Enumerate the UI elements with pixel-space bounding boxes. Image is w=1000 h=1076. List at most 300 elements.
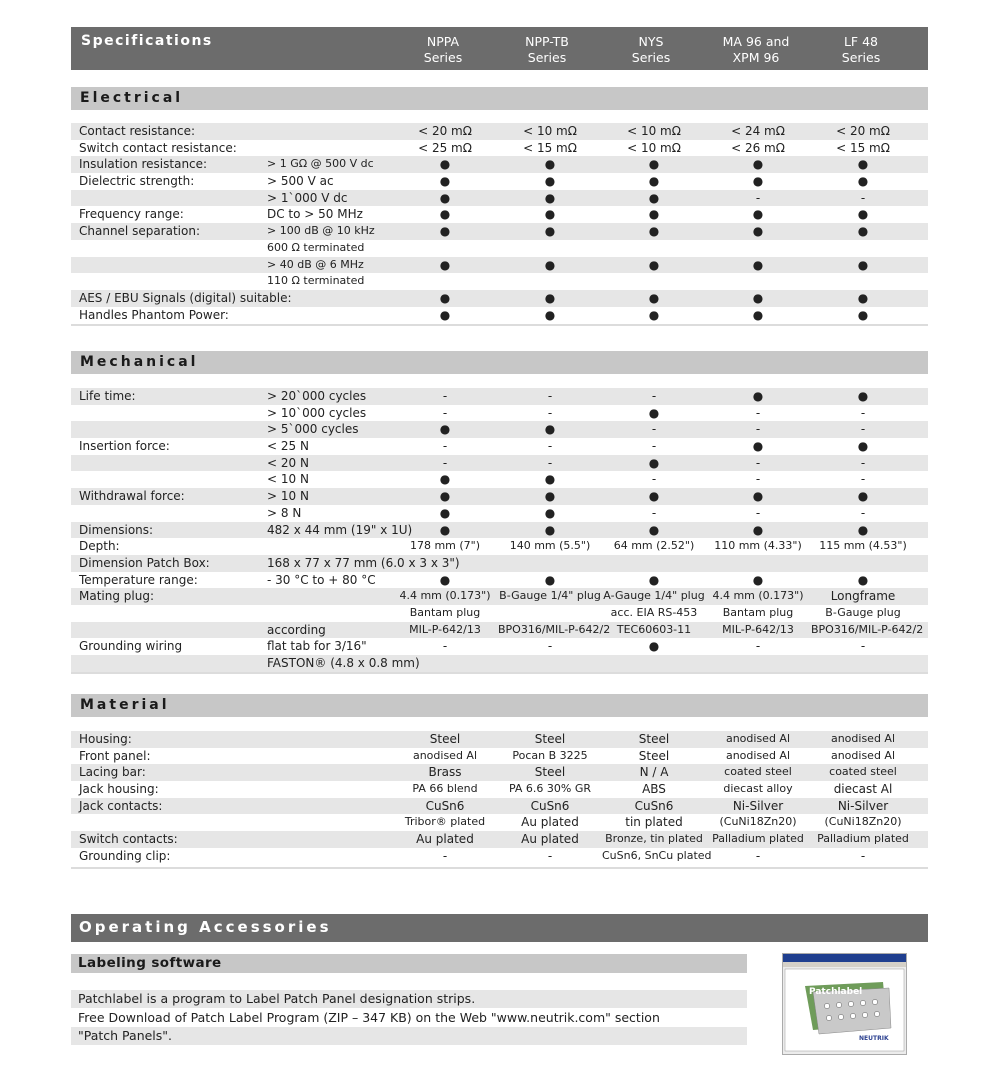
cell-value: Au plated [521,815,579,830]
column-header-line: XPM 96 [732,50,780,65]
cell-value: < 15 mΩ [523,140,577,155]
cell-value: B-Gauge 1/4" plug [499,589,601,603]
cell-value: - [547,639,553,654]
jack [860,1000,865,1005]
cell-value: < 24 mΩ [731,124,785,138]
bullet-icon: ● [439,157,451,172]
table-row [71,505,928,522]
software-description-line [71,990,747,1008]
cell-value: - [442,848,448,863]
bullet-icon: ● [648,257,660,272]
bullet-icon: ● [439,489,451,504]
table-row [71,731,928,748]
bullet-icon: ● [648,405,660,420]
row-label: Temperature range: [79,572,198,587]
column-header-line: MA 96 and [722,34,790,49]
bullet-icon: ● [857,157,869,172]
bullet-icon: ● [752,157,764,172]
software-text: Free Download of Patch Label Program (ZIP – 347 KB) on the Web "www.neutrik.com" section [78,1009,660,1025]
software-text: Patchlabel is a program to Label Patch Panel designation strips. [78,991,476,1006]
cell-value: Brass [428,765,462,780]
cell-value: - [651,505,657,520]
cell-value: N / A [639,765,669,780]
cell-value: - [860,422,866,437]
table-row [71,273,928,290]
row-condition: 600 Ω terminated [267,240,365,254]
table-row [71,388,928,405]
table-row [71,655,928,672]
table-row [71,206,928,223]
column-header-line: Series [841,50,881,65]
bullet-icon: ● [648,639,660,654]
row-label: AES / EBU Signals (digital) suitable: [79,290,292,305]
column-header-npp-tb [495,34,599,66]
row-label: Mating plug: [79,589,154,604]
column-header-ma96-xpm96 [704,34,808,66]
cell-value: (CuNi18Zn20) [719,815,797,829]
row-label: Contact resistance: [79,124,196,138]
column-header-line: Series [423,50,463,65]
material-table [71,731,928,865]
cell-value: - [860,848,866,863]
table-row [71,290,928,307]
row-condition: DC to > 50 MHz [267,207,363,222]
jack [824,1003,829,1008]
table-row [71,438,928,455]
column-header-line: Series [631,50,671,65]
table-row [71,588,928,605]
cell-value: TEC60603-11 [616,622,692,636]
bullet-icon: ● [752,489,764,504]
cell-value: tin plated [625,815,683,830]
section-title: Electrical [80,90,184,106]
bullet-icon: ● [857,389,869,403]
bullet-icon: ● [648,290,660,305]
table-row [71,555,928,572]
bullet-icon: ● [439,572,451,587]
table-row [71,748,928,765]
cell-value: Bronze, tin plated [605,832,703,846]
cell-value: acc. EIA RS-453 [610,605,698,619]
bullet-icon: ● [648,157,660,172]
row-label: Switch contacts: [79,832,178,847]
jack [848,1001,853,1006]
table-row [71,572,928,589]
bullet-icon: ● [439,190,451,205]
cell-value: CuSn6, SnCu plated [602,848,712,862]
bullet-icon: ● [857,207,869,222]
table-row [71,781,928,798]
cell-value: Steel [429,732,461,746]
bullet-icon: ● [648,455,660,470]
table-row [71,240,928,257]
row-label: Lacing bar: [79,765,146,780]
bullet-icon: ● [544,224,556,239]
bullet-icon: ● [439,207,451,222]
row-condition: > 500 V ac [267,174,334,189]
table-row [71,538,928,555]
cell-value: - [755,190,761,205]
cell-value: 178 mm (7") [409,539,481,553]
column-header-lf48 [809,34,913,66]
column-header-line: LF 48 [843,34,879,49]
jack [850,1013,855,1018]
bullet-icon: ● [648,224,660,239]
row-condition: flat tab for 3/16" [267,639,367,654]
software-section-line [71,1027,747,1045]
bullet-icon: ● [544,257,556,272]
bullet-icon: ● [752,257,764,272]
table-row [71,405,928,422]
cell-value: - [755,472,761,487]
cell-value: 115 mm (4.53") [819,539,907,553]
cell-value: PA 6.6 30% GR [508,782,592,796]
cell-value: CuSn6 [634,798,674,813]
row-label: Jack housing: [79,782,159,797]
jack [838,1014,843,1019]
column-header-line: Series [527,50,567,65]
section-divider [71,324,928,326]
cell-value: coated steel [724,765,792,779]
cell-value: - [651,439,657,454]
bullet-icon: ● [439,522,451,537]
cell-value: A-Gauge 1/4" plug [603,589,705,603]
bullet-icon: ● [857,522,869,537]
cell-value: Palladium plated [712,832,804,846]
row-label: Depth: [79,539,120,554]
bullet-icon: ● [439,307,451,322]
bullet-icon: ● [648,522,660,537]
cell-value: < 25 mΩ [418,140,472,155]
cell-value: < 10 mΩ [627,140,681,155]
row-label: Switch contact resistance: [79,140,237,155]
cell-value: anodised Al [412,748,478,762]
bullet-icon: ● [544,572,556,587]
table-row [71,814,928,831]
bullet-icon: ● [544,505,556,520]
table-row [71,622,928,639]
cell-value: - [860,505,866,520]
bullet-icon: ● [544,157,556,172]
table-row [71,123,928,140]
table-row [71,307,928,324]
cell-value: Ni-Silver [837,798,889,813]
table-row [71,798,928,815]
bullet-icon: ● [439,224,451,239]
cell-value: coated steel [829,765,897,779]
row-label: Front panel: [79,748,151,763]
bullet-icon: ● [439,174,451,189]
bullet-icon: ● [544,472,556,487]
cell-value: diecast Al [833,782,893,797]
labeling-software-band [71,954,747,973]
table-row [71,173,928,190]
row-label: Life time: [79,389,136,403]
bullet-icon: ● [648,207,660,222]
cell-value: - [860,639,866,654]
table-row [71,156,928,173]
splash-title: Patchlabel [809,987,863,997]
jack [872,999,877,1004]
section-title: Mechanical [80,354,199,370]
mechanical-table [71,388,928,672]
window-menubar [783,962,906,967]
bullet-icon: ● [752,224,764,239]
row-condition: - 30 °C to + 80 °C [267,572,376,587]
splash-brand: NEUTRIK [859,1035,889,1042]
cell-value: - [860,455,866,470]
bullet-icon: ● [544,174,556,189]
cell-value: - [860,405,866,420]
patchlabel-screenshot-graphic [783,954,906,1054]
row-label: Frequency range: [79,207,184,222]
row-condition: > 1 GΩ @ 500 V dc [267,157,374,171]
table-row [71,764,928,781]
cell-value: 110 mm (4.33") [714,539,802,553]
row-label: Dimensions: [79,522,154,537]
cell-value: - [651,472,657,487]
bullet-icon: ● [752,290,764,305]
bullet-icon: ● [544,190,556,205]
jack [874,1011,879,1016]
row-condition: 168 x 77 x 77 mm (6.0 x 3 x 3") [267,555,460,570]
cell-value: BPO316/MIL-P-642/2 [498,622,611,636]
cell-value: 64 mm (2.52") [613,539,695,553]
row-condition: > 1`000 V dc [267,190,348,205]
cell-value: - [755,455,761,470]
cell-value: - [547,455,553,470]
jack [826,1015,831,1020]
bullet-icon: ● [648,174,660,189]
cell-value: < 10 mΩ [627,124,681,138]
bullet-icon: ● [439,290,451,305]
cell-value: < 20 mΩ [418,124,472,138]
cell-value: PA 66 blend [412,782,478,796]
row-condition: 110 Ω terminated [267,274,365,288]
row-label: Grounding wiring [79,639,183,654]
cell-value: anodised Al [725,732,791,745]
row-condition: > 40 dB @ 6 MHz [267,257,364,271]
cell-value: - [755,639,761,654]
bullet-icon: ● [857,224,869,239]
cell-value: Pocan B 3225 [512,748,588,762]
cell-value: - [547,848,553,863]
cell-value: - [547,439,553,454]
specifications-header [71,27,928,70]
jack [862,1012,867,1017]
table-row [71,223,928,240]
cell-value: MIL-P-642/13 [722,622,794,636]
bullet-icon: ● [857,572,869,587]
bullet-icon: ● [752,307,764,322]
table-row [71,257,928,274]
cell-value: - [442,439,448,454]
cell-value: CuSn6 [425,798,465,813]
row-condition: > 10`000 cycles [267,405,367,420]
cell-value: Ni-Silver [732,798,784,813]
bullet-icon: ● [752,174,764,189]
bullet-icon: ● [857,307,869,322]
column-header-nys [599,34,703,66]
cell-value: - [860,190,866,205]
table-row [71,522,928,539]
row-label: Housing: [79,732,132,746]
cell-value: < 15 mΩ [836,140,890,155]
cell-value: - [755,505,761,520]
bullet-icon: ● [752,207,764,222]
cell-value: 140 mm (5.5") [509,539,591,553]
bullet-icon: ● [648,190,660,205]
cell-value: - [442,405,448,420]
cell-value: Tribor® plated [404,815,486,829]
table-row [71,488,928,505]
patchlabel-screenshot [782,953,907,1055]
cell-value: < 20 mΩ [836,124,890,138]
bullet-icon: ● [857,174,869,189]
cell-value: Steel [534,732,566,746]
table-row [71,471,928,488]
cell-value: Longframe [830,589,896,604]
row-label: Insertion force: [79,439,170,454]
row-condition: < 10 N [267,472,309,487]
bullet-icon: ● [544,522,556,537]
bullet-icon: ● [544,207,556,222]
row-condition: < 25 N [267,439,309,454]
window-titlebar [783,954,906,962]
cell-value: B-Gauge plug [825,605,901,619]
cell-value: anodised Al [830,732,896,745]
cell-value: diecast alloy [723,782,793,796]
cell-value: - [442,455,448,470]
cell-value: Palladium plated [817,832,909,846]
cell-value: Steel [638,732,670,746]
row-label: Dimension Patch Box: [79,555,210,570]
table-row [71,831,928,848]
cell-value: Au plated [416,832,474,847]
row-condition: 482 x 44 mm (19" x 1U) [267,522,413,537]
bullet-icon: ● [752,522,764,537]
cell-value: - [442,389,448,403]
electrical-table [71,123,928,323]
cell-value: - [651,389,657,403]
row-label: Insulation resistance: [79,157,208,172]
row-condition: > 10 N [267,489,309,504]
cell-value: ABS [642,782,666,797]
cell-value: < 10 mΩ [523,124,577,138]
cell-value: < 26 mΩ [731,140,785,155]
row-condition: FASTON® (4.8 x 0.8 mm) [267,656,420,670]
bullet-icon: ● [857,439,869,454]
jack [836,1002,841,1007]
cell-value: - [442,639,448,654]
bullet-icon: ● [439,422,451,437]
bullet-icon: ● [439,472,451,487]
bullet-icon: ● [752,439,764,454]
bullet-icon: ● [439,505,451,520]
cell-value: 4.4 mm (0.173") [399,589,491,603]
cell-value: (CuNi18Zn20) [824,815,902,829]
bullet-icon: ● [648,307,660,322]
row-condition: > 5`000 cycles [267,422,359,437]
specifications-title: Specifications [81,33,213,49]
cell-value: Bantam plug [722,605,794,619]
cell-value: anodised Al [830,748,896,762]
table-row [71,421,928,438]
table-row [71,605,928,622]
operating-accessories-header [71,914,928,942]
bullet-icon: ● [857,489,869,504]
row-label: Handles Phantom Power: [79,307,229,322]
cell-value: BPO316/MIL-P-642/2 [811,622,924,636]
cell-value: - [651,422,657,437]
row-condition: > 8 N [267,505,302,520]
bullet-icon: ● [439,257,451,272]
operating-accessories-title: Operating Accessories [79,918,332,936]
column-header-line: NPP-TB [525,34,569,49]
cell-value: Au plated [521,832,579,847]
column-header-nppa [391,34,495,66]
bullet-icon: ● [648,489,660,504]
bullet-icon: ● [752,389,764,403]
section-title: Material [80,697,170,713]
column-header-line: NPPA [426,34,460,49]
cell-value: Steel [534,765,566,780]
software-text: "Patch Panels". [78,1028,173,1043]
section-divider [71,672,928,674]
table-row [71,455,928,472]
table-row [71,848,928,865]
section-band-material [71,694,928,717]
row-label: Jack contacts: [79,798,163,813]
cell-value: - [755,848,761,863]
bullet-icon: ● [857,257,869,272]
table-row [71,190,928,207]
row-condition: < 20 N [267,455,309,470]
cell-value: - [755,422,761,437]
cell-value: Bantam plug [409,605,481,619]
cell-value: - [860,472,866,487]
cell-value: 4.4 mm (0.173") [712,589,804,603]
bullet-icon: ● [857,290,869,305]
cell-value: CuSn6 [530,798,570,813]
bullet-icon: ● [544,290,556,305]
bullet-icon: ● [752,572,764,587]
cell-value: - [547,389,553,403]
cell-value: anodised Al [725,748,791,762]
row-condition: > 100 dB @ 10 kHz [267,224,375,238]
bullet-icon: ● [544,307,556,322]
column-header-line: NYS [638,34,664,49]
section-band-electrical [71,87,928,110]
cell-value: - [755,405,761,420]
row-label: Withdrawal force: [79,489,185,504]
bullet-icon: ● [648,572,660,587]
row-label: Grounding clip: [79,848,171,863]
table-row [71,140,928,157]
software-download-line [71,1009,747,1027]
row-label: Channel separation: [79,224,201,239]
bullet-icon: ● [544,422,556,437]
row-label: Dielectric strength: [79,174,195,189]
cell-value: Steel [638,748,670,763]
table-row [71,638,928,655]
section-divider [71,867,928,869]
labeling-software-title: Labeling software [78,955,222,971]
row-condition: according [267,622,326,637]
cell-value: MIL-P-642/13 [409,622,481,636]
row-condition: > 20`000 cycles [267,389,367,403]
cell-value: - [547,405,553,420]
